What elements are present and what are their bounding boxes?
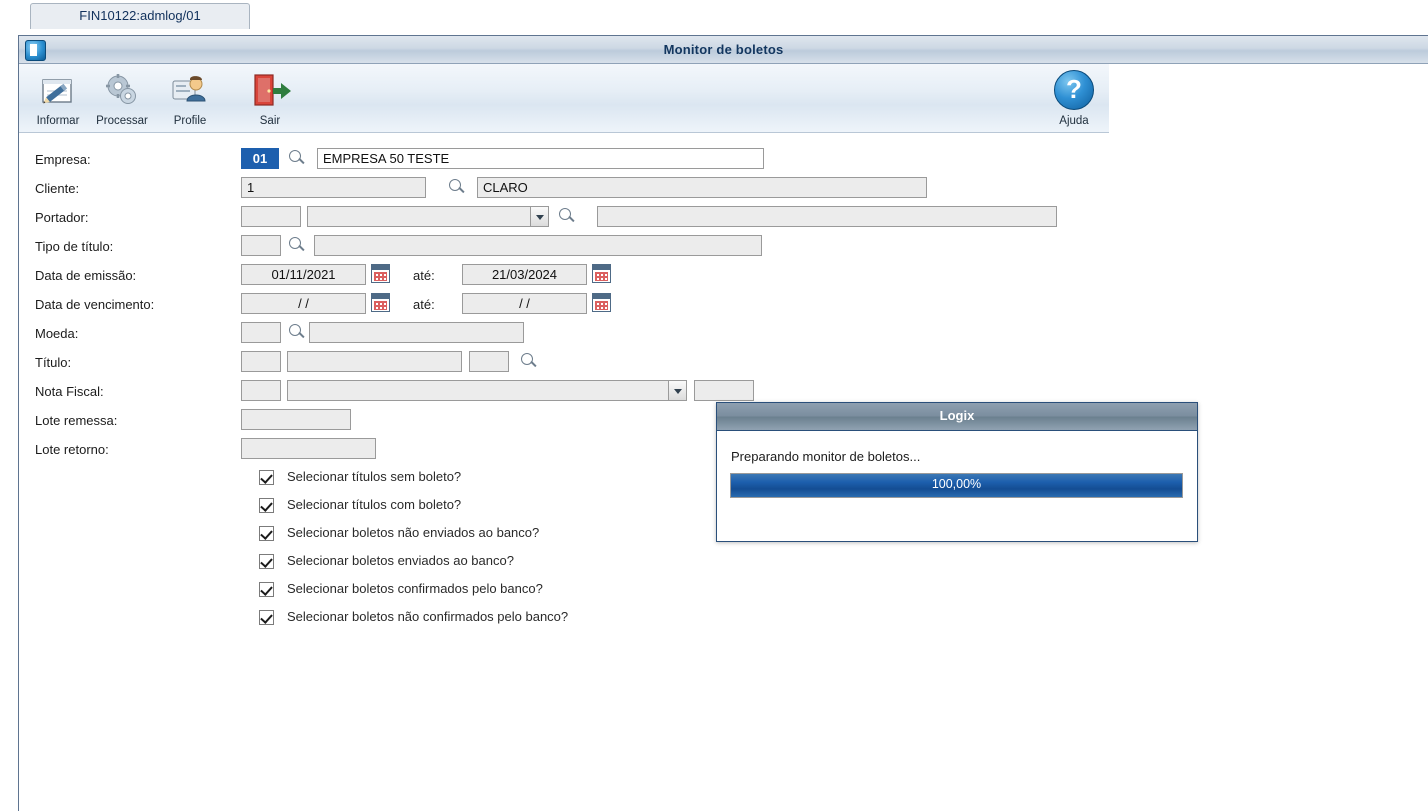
tipo-titulo-code-input[interactable] bbox=[241, 235, 281, 256]
titulo-field-1[interactable] bbox=[241, 351, 281, 372]
tipo-titulo-name-input[interactable] bbox=[314, 235, 762, 256]
application-window bbox=[18, 35, 1428, 811]
portador-code-input[interactable] bbox=[241, 206, 301, 227]
checkbox-boletos-nao-confirmados-label: Selecionar boletos não confirmados pelo banco? bbox=[287, 609, 569, 624]
empresa-label: Empresa: bbox=[35, 152, 91, 167]
tipo-titulo-search-icon[interactable] bbox=[287, 236, 305, 254]
form-row-titulo bbox=[19, 350, 1428, 379]
cliente-clear-icon[interactable] bbox=[944, 177, 964, 197]
portador-search-icon[interactable] bbox=[557, 207, 575, 225]
data-vencimento-label: Data de vencimento: bbox=[35, 297, 155, 312]
toolbar-button-ajuda-label: Ajuda bbox=[1059, 115, 1089, 127]
checkbox-boletos-nao-confirmados[interactable] bbox=[259, 610, 274, 625]
data-vencimento-from-calendar-icon[interactable] bbox=[371, 293, 390, 312]
form-row-data-emissao bbox=[19, 263, 1428, 292]
moeda-clear-icon[interactable] bbox=[536, 322, 556, 342]
data-emissao-from-input[interactable]: 01/11/2021 bbox=[241, 264, 366, 285]
checkbox-boletos-confirmados[interactable] bbox=[259, 582, 274, 597]
data-vencimento-to-input[interactable]: / / bbox=[462, 293, 587, 314]
toolbar-button-processar-label: Processar bbox=[96, 115, 148, 127]
progress-bar-label: 100,00% bbox=[931, 477, 982, 491]
portador-select[interactable] bbox=[307, 206, 549, 227]
form-row-cliente bbox=[19, 176, 1428, 205]
exit-door-icon bbox=[249, 71, 291, 111]
data-vencimento-ate-label: até: bbox=[413, 297, 435, 312]
titulo-clear-icon[interactable] bbox=[557, 351, 577, 371]
checkbox-titulos-com-boleto-label: Selecionar títulos com boleto? bbox=[287, 497, 462, 512]
toolbar-button-processar[interactable] bbox=[91, 67, 153, 129]
form-row-empresa bbox=[19, 147, 1428, 176]
cliente-search-icon[interactable] bbox=[447, 178, 465, 196]
toolbar-button-profile[interactable] bbox=[159, 67, 221, 129]
checkbox-row-boletos-nao-confirmados[interactable] bbox=[19, 606, 1428, 634]
data-emissao-from-calendar-icon[interactable] bbox=[371, 264, 390, 283]
empresa-code-input[interactable]: 01 bbox=[241, 148, 279, 169]
checkbox-boletos-enviados[interactable] bbox=[259, 554, 274, 569]
data-emissao-to-input[interactable]: 21/03/2024 bbox=[462, 264, 587, 285]
titulo-search-icon[interactable] bbox=[519, 352, 537, 370]
question-mark-icon: ? bbox=[1054, 70, 1094, 110]
checkbox-boletos-nao-enviados[interactable] bbox=[259, 526, 274, 541]
moeda-code-input[interactable] bbox=[241, 322, 281, 343]
nota-fiscal-select[interactable] bbox=[287, 380, 687, 401]
lote-retorno-label: Lote retorno: bbox=[35, 442, 109, 457]
window-title: Monitor de boletos bbox=[663, 42, 784, 57]
form-row-tipo-titulo bbox=[19, 234, 1428, 263]
moeda-name-input[interactable] bbox=[309, 322, 524, 343]
checkbox-titulos-sem-boleto-label: Selecionar títulos sem boleto? bbox=[287, 469, 462, 484]
data-emissao-label: Data de emissão: bbox=[35, 268, 137, 283]
toolbar-button-ajuda[interactable] bbox=[1039, 67, 1109, 129]
tipo-titulo-label: Tipo de título: bbox=[35, 239, 114, 254]
form-row-portador bbox=[19, 205, 1428, 234]
nota-fiscal-code-input[interactable] bbox=[241, 380, 281, 401]
user-card-icon bbox=[169, 71, 211, 111]
browser-tab-strip bbox=[0, 0, 1428, 28]
portador-chevron-down-icon[interactable] bbox=[530, 206, 549, 227]
checkbox-boletos-confirmados-label: Selecionar boletos confirmados pelo banco? bbox=[287, 581, 543, 596]
toolbar-button-sair-label: Sair bbox=[259, 115, 281, 127]
moeda-label: Moeda: bbox=[35, 326, 79, 341]
nota-fiscal-chevron-down-icon[interactable] bbox=[668, 380, 687, 401]
tipo-titulo-clear-icon[interactable] bbox=[781, 235, 801, 255]
progress-dialog-message: Preparando monitor de boletos... bbox=[731, 449, 921, 464]
portador-name-input[interactable] bbox=[597, 206, 1057, 227]
lote-remessa-label: Lote remessa: bbox=[35, 413, 118, 428]
toolbar-button-informar-label: Informar bbox=[36, 115, 80, 127]
checkbox-boletos-nao-enviados-label: Selecionar boletos não enviados ao banco? bbox=[287, 525, 540, 540]
tab-label: FIN10122:admlog/01 bbox=[79, 8, 201, 23]
data-vencimento-to-calendar-icon[interactable] bbox=[592, 293, 611, 312]
gears-icon bbox=[101, 71, 143, 111]
moeda-search-icon[interactable] bbox=[287, 323, 305, 341]
data-emissao-to-calendar-icon[interactable] bbox=[592, 264, 611, 283]
lote-remessa-input[interactable] bbox=[241, 409, 351, 430]
window-titlebar bbox=[19, 36, 1428, 64]
checkbox-titulos-sem-boleto[interactable] bbox=[259, 470, 274, 485]
data-emissao-ate-label: até: bbox=[413, 268, 435, 283]
empresa-search-icon[interactable] bbox=[287, 149, 305, 167]
checkbox-boletos-enviados-label: Selecionar boletos enviados ao banco? bbox=[287, 553, 514, 568]
titulo-field-3[interactable] bbox=[469, 351, 509, 372]
progress-dialog-title: Logix bbox=[717, 403, 1197, 431]
checkbox-titulos-com-boleto[interactable] bbox=[259, 498, 274, 513]
toolbar-button-profile-label: Profile bbox=[173, 115, 207, 127]
toolbar-button-sair[interactable] bbox=[239, 67, 301, 129]
titulo-label: Título: bbox=[35, 355, 72, 370]
nota-fiscal-label: Nota Fiscal: bbox=[35, 384, 104, 399]
toolbar-button-informar[interactable] bbox=[27, 67, 89, 129]
portador-label: Portador: bbox=[35, 210, 89, 225]
form-row-data-vencimento bbox=[19, 292, 1428, 321]
cliente-name-input[interactable]: CLARO bbox=[477, 177, 927, 198]
nota-fiscal-extra-input[interactable] bbox=[694, 380, 754, 401]
pencil-paper-icon bbox=[37, 71, 79, 111]
progress-bar bbox=[730, 473, 1183, 498]
data-vencimento-from-input[interactable]: / / bbox=[241, 293, 366, 314]
filter-form bbox=[19, 133, 1428, 634]
form-row-moeda bbox=[19, 321, 1428, 350]
checkbox-row-boletos-confirmados[interactable] bbox=[19, 578, 1428, 606]
tab-fin10122[interactable] bbox=[30, 3, 250, 29]
empresa-name-input[interactable]: EMPRESA 50 TESTE bbox=[317, 148, 764, 169]
checkbox-row-boletos-enviados[interactable] bbox=[19, 550, 1428, 578]
empresa-clear-icon[interactable] bbox=[781, 148, 801, 168]
titulo-field-2[interactable] bbox=[287, 351, 462, 372]
toolbar bbox=[19, 64, 1109, 133]
cliente-label: Cliente: bbox=[35, 181, 80, 196]
cliente-code-input[interactable]: 1 bbox=[241, 177, 426, 198]
portador-clear-icon[interactable] bbox=[1074, 206, 1094, 226]
lote-retorno-input[interactable] bbox=[241, 438, 376, 459]
progress-dialog bbox=[716, 402, 1198, 542]
